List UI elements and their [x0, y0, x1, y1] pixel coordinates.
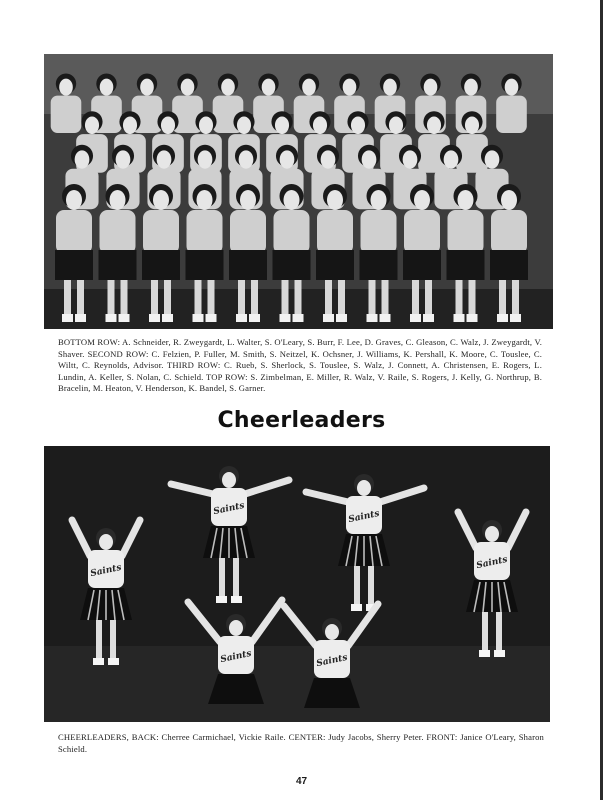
cheerleaders-photo	[44, 446, 550, 722]
sweater-lettering: Saints	[89, 562, 123, 580]
group-photo-caption: BOTTOM ROW: A. Schneider, R. Zweygardt, L. Walter, S. O'Leary, S. Burr, F. Lee, D. Graves, C. Gleason, C. Walz, J. Zweygardt, V. Shaver. SECOND ROW: C. Felzien, P. Fuller, M. Smith, S. Neitzel, K. Ochsner, J. Williams, K. Pershall, K. Moore, C. Touslee, C. Wiltt, C. Reynolds, Advisor. THIRD ROW: C. Rueb, S. Sherlock, S. Touslee, S. Walz, J. Connett, A. Christensen, E. Rogers, L. Lundin, A. Keller, S. Nolan, C. Schield. TOP ROW: S. Zimbelman, E. Miller, R. Walz, V. Raile, S. Rogers, J. Kelly, G. Northrup, B. Bracelin, M. Heaton, V. Henderson, K. Bandel, S. Garner.	[58, 337, 542, 394]
sweater-lettering: Saints	[219, 648, 253, 666]
cheerleader-figures	[44, 446, 550, 722]
group-figures	[44, 54, 553, 329]
sweater-lettering: Saints	[212, 500, 246, 518]
group-photo-graphic	[44, 54, 553, 329]
cheerleaders-photo-graphic	[44, 446, 550, 722]
group-photo	[44, 54, 553, 329]
sweater-lettering: Saints	[315, 652, 349, 670]
page-number: 47	[295, 776, 308, 787]
cheerleaders-caption: CHEERLEADERS, BACK: Cherree Carmichael, Vickie Raile. CENTER: Judy Jacobs, Sherry Peter. FRONT: Janice O'Leary, Sharon Schield.	[58, 732, 544, 754]
section-heading: Cheerleaders	[217, 408, 386, 433]
sweater-lettering: Saints	[347, 508, 381, 526]
sweater-lettering: Saints	[475, 554, 509, 572]
